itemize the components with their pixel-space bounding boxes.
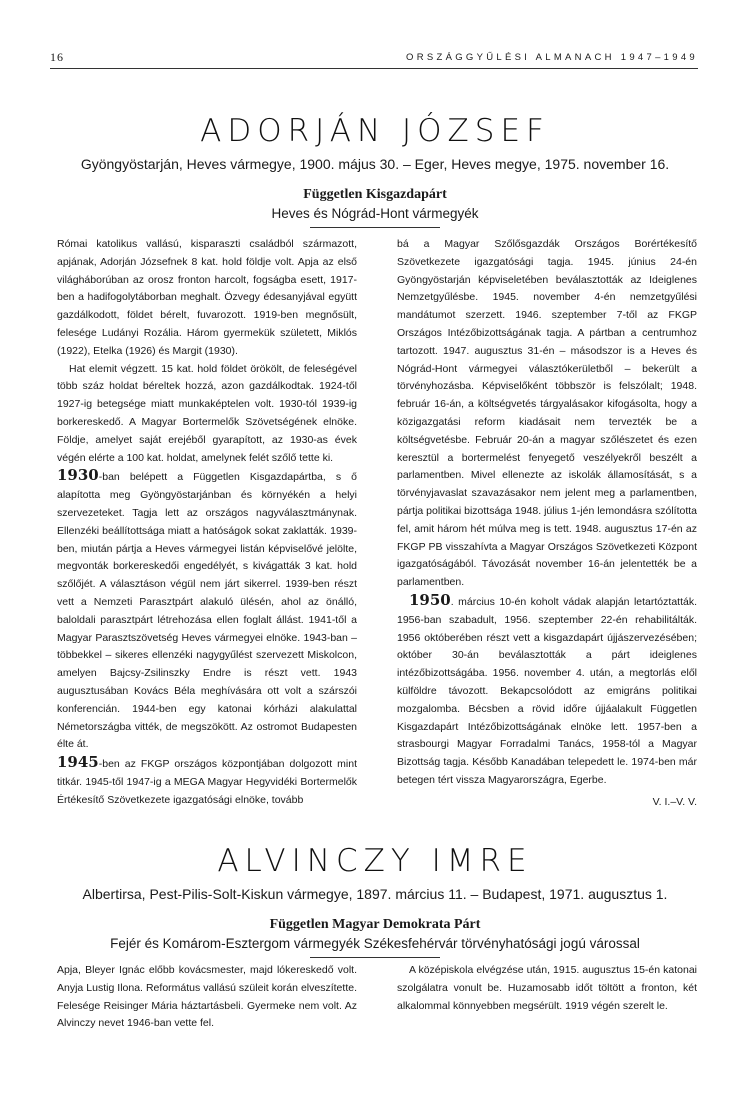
entry-name: ADORJÁN JÓZSEF: [200, 113, 550, 149]
paragraph: [397, 592, 697, 790]
paragraph: Hat elemit végzett. 15 kat. hold földet örökölt, de feleségével több száz holdat béreltek hozzá, azon gazdálkodtak. 1924-től 1927-ig betegsége miatt munkaképtelen volt. 1930-tól 1939-ig borkereskedő. A Magyar Bortermelők Szövetségének elnöke. Földje, amelyet saját erejéből gyarapított, az 1930-as évek végén elérte a 100 kat. holdat, amelynek felét szőlő tette ki.: [57, 362, 357, 464]
text-column-left: [57, 962, 357, 1033]
entry-party: Független Kisgazdapárt: [303, 187, 447, 202]
paragraph: Római katolikus vallású, kisparaszti családból származott, apjának, Adorján Józsefnek 8 kat. hold földje volt. Apja az első világháborúban az orosz fronton harcolt, fogságba esett, 1917-ben a hadifogolytáborban meghalt. Özvegy édesanyjával együtt gazdálkodott, földet bérelt, fuvarozott. 1919-ben megnősült, felesége Ludányi Rozália. Három gyermekük született, Miklós (1922), Etelka (1926) és Margit (1930).: [57, 238, 357, 357]
year-marker: 1950: [409, 590, 451, 609]
paragraph: [57, 467, 357, 754]
text-column-right: [397, 236, 697, 812]
paragraph: bá a Magyar Szőlősgazdák Országos Borértékesítő Szövetkezete igazgatósági tagja. 1945. június 24-én Gyöngyöstarján képviseletében beválasztották az Ideiglenes Nemzetgyűlésbe. 1945. november 4-én nemzetgyűlési mandátumot szerzett. 1946. szeptember 7-től az FKGP Országos Intézőbizottságának tagja. A pártban a centrumhoz tartozott. 1947. augusztus 31-én – másodszor is a Heves és Nógrád-Hont vármegyei választókerületből – bekerült a törvényhozásba. Képviselőként többször is felszólalt; 1948. február 16-án, a költségvetés tárgyalásakor kifogásolta, hogy a közigazgatási reform kiadásait nem tervezték be a költségvetésbe. Február 20-án a magyar szőlészetet és ezen keresztül a bortermelést fenyegető veszélyekről beszélt a parlamentben. Mivel ellenezte az iskolák államosítását, s a törvényjavaslat szavazásakor nem jelent meg a parlamentben, pártja politikai bizottsága 1948. július 1-jén lemondásra szólította fel, amit három hét múlva meg is tett. 1948. augusztus 17-én az FKGP PB visszahívta a Magyar Országos Szövetkezeti Központ igazgatóságából. Távozását november 16-án jelentették be a parlamentben.: [397, 238, 698, 589]
text-column-left: [57, 236, 357, 812]
entry-body-1: [57, 236, 697, 812]
paragraph: [57, 754, 357, 809]
entry-birth-death: Albertirsa, Pest-Pilis-Solt-Kiskun vármegye, 1897. március 11. – Budapest, 1971. augusztus 1.: [82, 886, 668, 902]
running-title: ORSZÁGGYŰLÉSI ALMANACH 1947–1949: [406, 52, 698, 63]
paragraph-text: -ben az FKGP országos központjában dolgozott mint titkár. 1945-től 1947-ig a MEGA Magyar Hegyvidéki Bortermelők Értékesítő Szövetkezete igazgatósági elnöke, tovább: [57, 758, 357, 806]
text-column-right: [397, 962, 697, 1033]
entry-heading-1: [0, 112, 750, 228]
heading-rule: [310, 227, 440, 228]
paragraph: Apja, Bleyer Ignác előbb kovácsmester, majd lókereskedő volt. Anyja Lustig Ilona. Református vallású szüleit korán elveszítette. Felesége Reisinger Mária háztartásbeli. Gyermeke nem volt. Az Alvinczy nevet 1946-ban vette fel.: [57, 964, 357, 1030]
entry-party: Független Magyar Demokrata Párt: [269, 917, 481, 932]
paragraph: A középiskola elvégzése után, 1915. augusztus 15-én katonai szolgálatra vonult be. Huzamosabb időt töltött a fronton, két alkalommal könnyebben megsérült. 1919 végén szerelt le.: [397, 964, 697, 1012]
header-rule: [50, 68, 698, 69]
page-number: 16: [50, 50, 64, 64]
entry-body-2: [57, 962, 697, 1033]
entry-name: ALVINCZY IMRE: [217, 843, 533, 879]
paragraph-text: . március 10-én koholt vádak alapján letartóztatták. 1956-ban szabadult, 1956. szeptember 22-én rehabilitálták. 1956 októberében részt vett a kisgazdapárt újjászervezésében; október 30-án beválasztották a párt ideiglenes intézőbizottságába. 1956. november 4. után, a megtorlás elől külföldre távozott. Bekapcsolódott az emigráns politikai mozgalomba. Bécsben a rövid időre újjáalakult Független Kisgazdapárt Intézőbizottságának elnöke lett. 1957-ben a strasbourgi Magyar Forradalmi Tanács, 1958-tól a Magyar Bizottság tagja. Később Kanadában telepedett le. 1974-ben már betegen tért vissza Magyarországra, Egerbe.: [397, 595, 697, 786]
entry-region: Heves és Nógrád-Hont vármegyék: [271, 206, 479, 221]
year-marker: 1945: [57, 753, 99, 772]
entry-heading-2: [0, 842, 750, 958]
year-marker: 1930: [57, 466, 99, 485]
entry-region: Fejér és Komárom-Esztergom vármegyék Székesfehérvár törvényhatósági jogú várossal: [110, 936, 640, 951]
entry-birth-death: Gyöngyöstarján, Heves vármegye, 1900. május 30. – Eger, Heves megye, 1975. november 16.: [80, 156, 670, 172]
author-signature: V. I.–V. V.: [652, 795, 697, 808]
running-header: [50, 50, 698, 70]
paragraph-text: -ban belépett a Független Kisgazdapártba, s ő alapította meg Gyöngyöstarjánban és környékén a helyi szervezeteket. Tagja lett az országos nagyválasztmánynak. Ellenzéki beállítottsága miatt a hatóságok sokat zaklatták. 1939-ben, miután pártja a Heves vármegyei listán képviselővé jelölte, megvonták borkereskedői engedélyét, s kivágatták 3 kat. hold szőlőjét. A választáson végül nem járt sikerrel. 1939-ben részt vett a Nemzeti Parasztpárt alakuló ülésén, ahol az önálló, baloldali parasztpárt létrehozása ellen foglalt állást. 1941-től a Magyar Parasztszövetség Heves vármegyei elnöke. 1943-ban – többekkel – sikeres ellenzéki nagygyűlést szervezett Miskolcon, amelyen Bajcsy-Zsilinszky Endre is részt vett. 1943 augusztusában Kovács Béla meghívására ott volt a szárszói konferencián. 1944-ben egy katonai kórházi alakulattal Németországba vitték, de megszökött. Az ostromot Budapesten élte át.: [57, 471, 357, 751]
heading-rule: [310, 957, 440, 958]
